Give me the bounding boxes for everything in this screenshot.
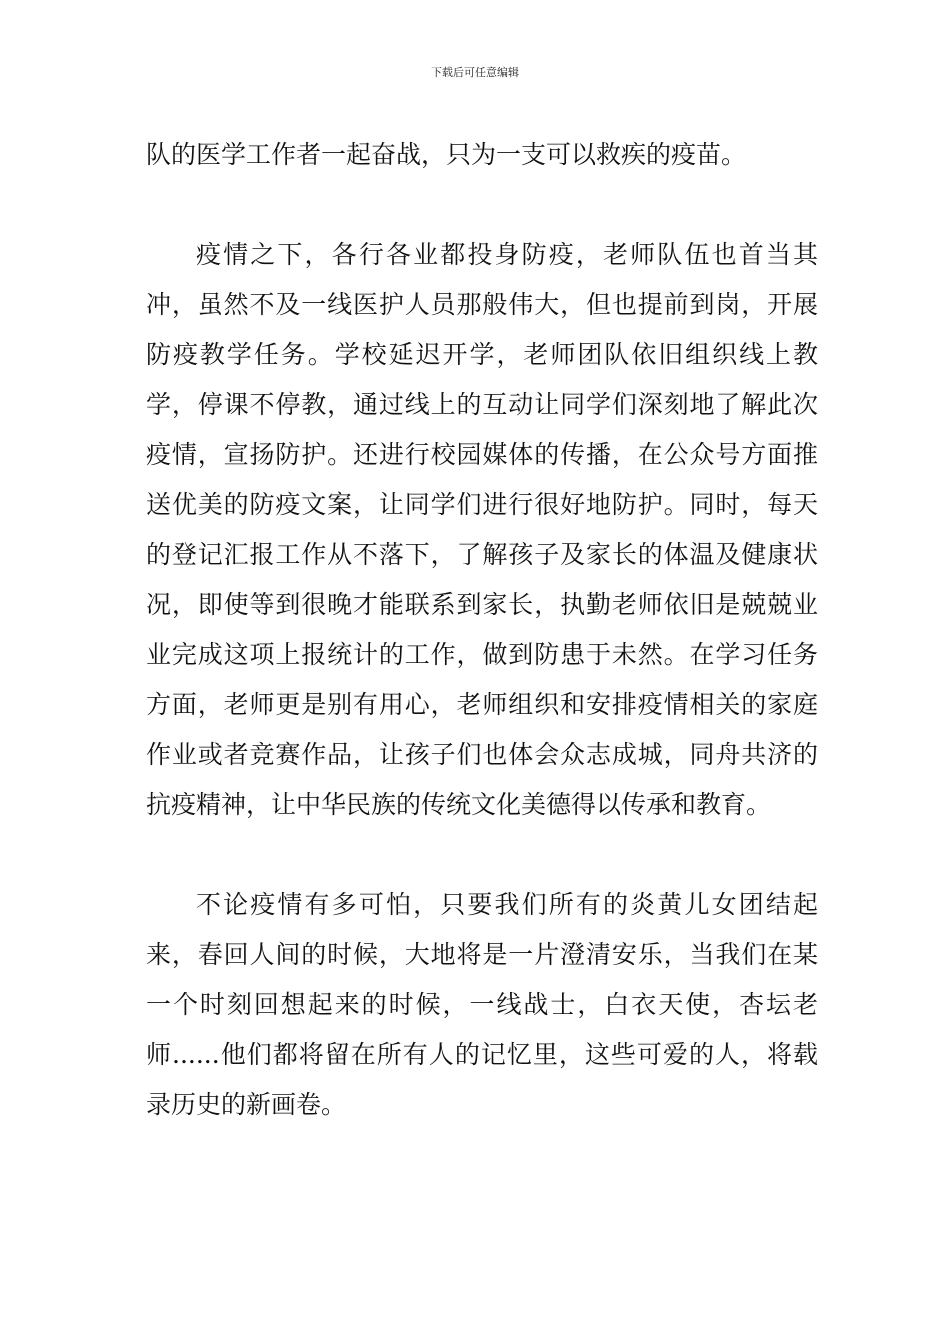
- paragraph-gap: [146, 180, 818, 230]
- paragraph-conclusion: 不论疫情有多可怕，只要我们所有的炎黄儿女团结起来，春回人间的时候，大地将是一片澄清安乐，当我们在某一个时刻回想起来的时候，一线战士，白衣天使，杏坛老师......他们都将留在所有人的记忆里，这些可爱的人，将载录历史的新画卷。: [146, 890, 818, 1119]
- paragraph-continuation: 队的医学工作者一起奋战，只为一支可以救疾的疫苗。: [146, 140, 747, 169]
- document-body: [146, 130, 818, 1130]
- paragraph-teachers-epidemic: 疫情之下，各行各业都投身防疫，老师队伍也首当其冲，虽然不及一线医护人员那般伟大，但也提前到岗，开展防疫教学任务。学校延迟开学，老师团队依旧组织线上教学，停课不停教，通过线上的互动让同学们深刻地了解此次疫情，宣扬防护。还进行校园媒体的传播，在公众号方面推送优美的防疫文案，让同学们进行很好地防护。同时，每天的登记汇报工作从不落下，了解孩子及家长的体温及健康状况，即使等到很晚才能联系到家长，执勤老师依旧是兢兢业业完成这项上报统计的工作，做到防患于未然。在学习任务方面，老师更是别有用心，老师组织和安排疫情相关的家庭作业或者竞赛作品，让孩子们也体会众志成城，同舟共济的抗疫精神，让中华民族的传统文化美德得以传承和教育。: [146, 240, 818, 819]
- paragraph-gap: [146, 830, 818, 880]
- page-header-note: 下载后可任意编辑: [431, 66, 519, 79]
